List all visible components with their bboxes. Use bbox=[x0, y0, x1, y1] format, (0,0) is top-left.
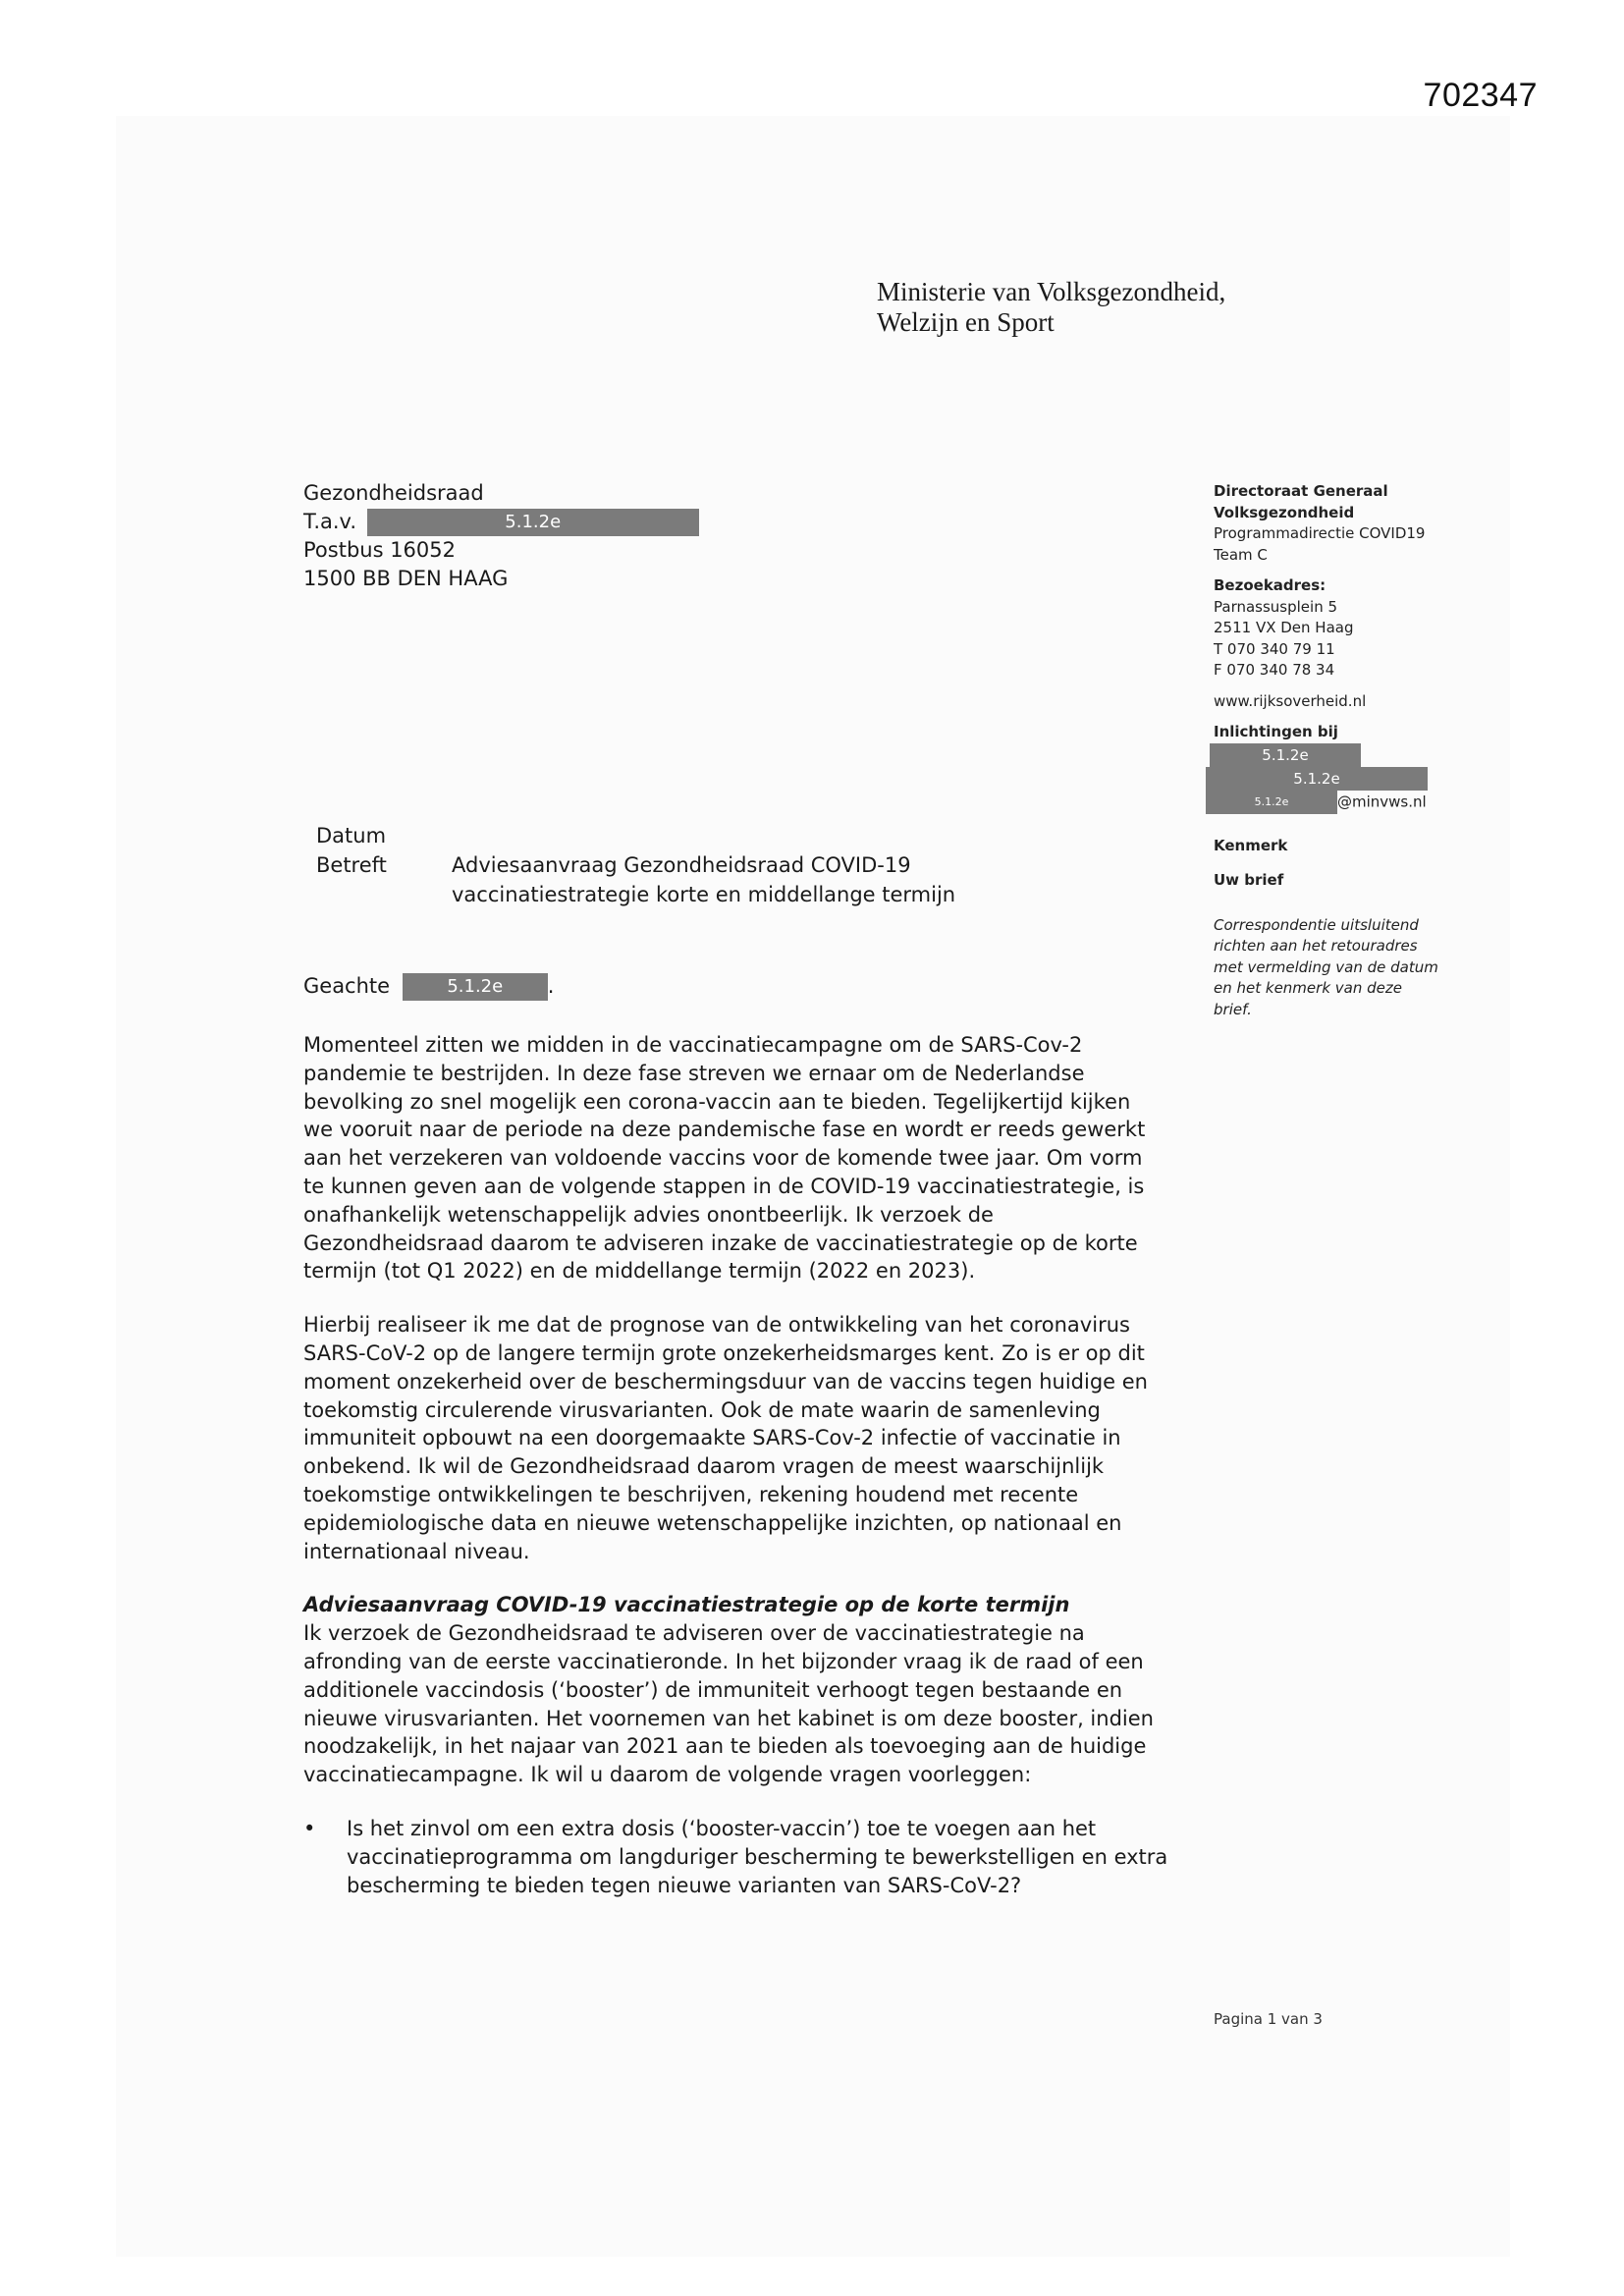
paragraph-3 bbox=[303, 1619, 1187, 1789]
fax-number: F 070 340 78 34 bbox=[1214, 661, 1335, 679]
body-line: aan het verzekeren van voldoende vaccins voor de komende twee jaar. Om vorm bbox=[303, 1146, 1143, 1171]
body-line: Is het zinvol om een extra dosis (‘booster-vaccin’) toe te voegen aan het bbox=[347, 1816, 1097, 1840]
page-number: Pagina 1 van 3 bbox=[1214, 2010, 1323, 2028]
bullet-mark: • bbox=[303, 1816, 316, 1840]
body-line: toekomstige ontwikkelingen te beschrijven, rekening houdend met recente bbox=[303, 1482, 1079, 1506]
body-line: we vooruit naar de periode na deze pandemische fase en wordt er reeds gewerkt bbox=[303, 1118, 1146, 1142]
body-line: moment onzekerheid over de beschermingsduur van de vaccins tegen huidige en bbox=[303, 1369, 1148, 1394]
body-line: additionele vaccindosis (‘booster’) de immuniteit verhoogt tegen bestaande en bbox=[303, 1677, 1123, 1702]
ministry-line-1: Ministerie van Volksgezondheid, bbox=[877, 277, 1226, 306]
document-number: 702347 bbox=[1423, 77, 1538, 114]
recipient-city: 1500 BB DEN HAAG bbox=[303, 567, 509, 590]
dg-line-2: Volksgezondheid bbox=[1214, 503, 1355, 521]
phone-number: T 070 340 79 11 bbox=[1214, 639, 1335, 658]
redaction-box: 5.1.2e bbox=[403, 973, 548, 1001]
note-line: Correspondentie uitsluitend bbox=[1214, 915, 1419, 934]
body-line: toekomstig circulerende virusvarianten. Ook de mate waarin de samenleving bbox=[303, 1397, 1101, 1422]
redaction-box: 5.1.2e bbox=[367, 509, 699, 536]
body-line: termijn (tot Q1 2022) en de middellange termijn (2022 en 2023). bbox=[303, 1259, 976, 1284]
uw-brief-label: Uw brief bbox=[1214, 871, 1284, 889]
recipient-org: Gezondheidsraad bbox=[303, 481, 484, 505]
redaction-box: 5.1.2e bbox=[1206, 791, 1337, 814]
body-line: nieuwe virusvarianten. Het voornemen van het kabinet is om deze booster, indien bbox=[303, 1706, 1154, 1730]
note-line: brief. bbox=[1214, 1000, 1252, 1018]
body-line: epidemiologische data en nieuwe wetenschappelijke inzichten, op nationaal en bbox=[303, 1510, 1122, 1535]
body-line: onbekend. Ik wil de Gezondheidsraad daarom vragen de meest waarschijnlijk bbox=[303, 1454, 1105, 1479]
redaction-box: 5.1.2e bbox=[1206, 767, 1428, 791]
body-line: bescherming te bieden tegen nieuwe varianten van SARS-CoV-2? bbox=[347, 1873, 1022, 1897]
body-line: SARS-CoV-2 op de langere termijn grote onzekerheidsmarges kent. Zo is er op dit bbox=[303, 1340, 1145, 1365]
recipient-address bbox=[303, 479, 699, 593]
salutation bbox=[303, 971, 554, 1001]
salutation-punct: . bbox=[547, 974, 555, 998]
recipient-tav bbox=[303, 508, 699, 536]
section-heading: Adviesaanvraag COVID-19 vaccinatiestrategie op de korte termijn bbox=[303, 1593, 1070, 1617]
bullet-item bbox=[303, 1815, 1187, 1899]
inlichtingen-label: Inlichtingen bij bbox=[1214, 723, 1338, 740]
body-line: vaccinatieprogramma om langduriger bescherming te bewerkstelligen en extra bbox=[347, 1844, 1168, 1869]
note-line: richten aan het retouradres bbox=[1214, 937, 1418, 955]
kenmerk-label: Kenmerk bbox=[1214, 836, 1288, 854]
tav-label: T.a.v. bbox=[303, 510, 357, 533]
dg-line-1: Directoraat Generaal bbox=[1214, 482, 1388, 500]
body-line: Ik verzoek de Gezondheidsraad te adviseren over de vaccinatiestrategie na bbox=[303, 1621, 1085, 1646]
body-line: Momenteel zitten we midden in de vaccinatiecampagne om de SARS-Cov-2 bbox=[303, 1033, 1083, 1057]
website-link[interactable]: www.rijksoverheid.nl bbox=[1214, 691, 1367, 710]
betreft-line-1: Adviesaanvraag Gezondheidsraad COVID-19 bbox=[452, 853, 911, 877]
salutation-text: Geachte bbox=[303, 974, 391, 998]
letter-body bbox=[303, 1031, 1187, 1899]
body-line: internationaal niveau. bbox=[303, 1539, 530, 1563]
letter-meta bbox=[316, 821, 955, 909]
redaction-box: 5.1.2e bbox=[1210, 743, 1361, 767]
ministry-logo-text bbox=[877, 277, 1225, 338]
bezoekadres-line-2: 2511 VX Den Haag bbox=[1214, 619, 1354, 636]
paragraph-1 bbox=[303, 1031, 1187, 1285]
body-line: immuniteit opbouwt na een doorgemaakte SARS-Cov-2 infectie of vaccinatie in bbox=[303, 1426, 1121, 1450]
email-suffix: @minvws.nl bbox=[1337, 793, 1427, 810]
paragraph-2 bbox=[303, 1311, 1187, 1565]
ministry-line-2: Welzijn en Sport bbox=[877, 307, 1055, 337]
dg-line-3: Programmadirectie COVID19 bbox=[1214, 524, 1426, 542]
body-line: vaccinatiecampagne. Ik wil u daarom de volgende vragen voorleggen: bbox=[303, 1763, 1032, 1787]
bezoekadres-line-1: Parnassusplein 5 bbox=[1214, 597, 1338, 616]
body-line: pandemie te bestrijden. In deze fase streven we ernaar om de Nederlandse bbox=[303, 1061, 1085, 1085]
bezoekadres-label: Bezoekadres: bbox=[1214, 576, 1326, 594]
body-line: Gezondheidsraad daarom te adviseren inzake de vaccinatiestrategie op de korte bbox=[303, 1230, 1138, 1255]
betreft-value bbox=[452, 850, 955, 909]
body-line: onafhankelijk wetenschappelijk advies onontbeerlijk. Ik verzoek de bbox=[303, 1202, 994, 1227]
note-line: met vermelding van de datum bbox=[1214, 957, 1438, 976]
betreft-label: Betreft bbox=[316, 853, 387, 877]
body-line: te kunnen geven aan de volgende stappen in de COVID-19 vaccinatiestrategie, is bbox=[303, 1174, 1145, 1198]
correspondence-note bbox=[1214, 915, 1469, 1021]
recipient-postbus: Postbus 16052 bbox=[303, 538, 456, 562]
body-line: bevolking zo snel mogelijk een corona-vaccin aan te bieden. Tegelijkertijd kijken bbox=[303, 1089, 1131, 1114]
body-line: Hierbij realiseer ik me dat de prognose van de ontwikkeling van het coronavirus bbox=[303, 1313, 1130, 1338]
note-line: en het kenmerk van deze bbox=[1214, 979, 1402, 997]
sender-sidebar bbox=[1214, 481, 1469, 1030]
datum-label: Datum bbox=[316, 824, 387, 847]
betreft-line-2: vaccinatiestrategie korte en middellange termijn bbox=[452, 883, 956, 906]
dg-line-4: Team C bbox=[1214, 545, 1268, 564]
body-line: noodzakelijk, in het najaar van 2021 aan te bieden als toevoeging aan de huidige bbox=[303, 1734, 1147, 1759]
body-line: afronding van de eerste vaccinatieronde. In het bijzonder vraag ik de raad of een bbox=[303, 1649, 1144, 1673]
